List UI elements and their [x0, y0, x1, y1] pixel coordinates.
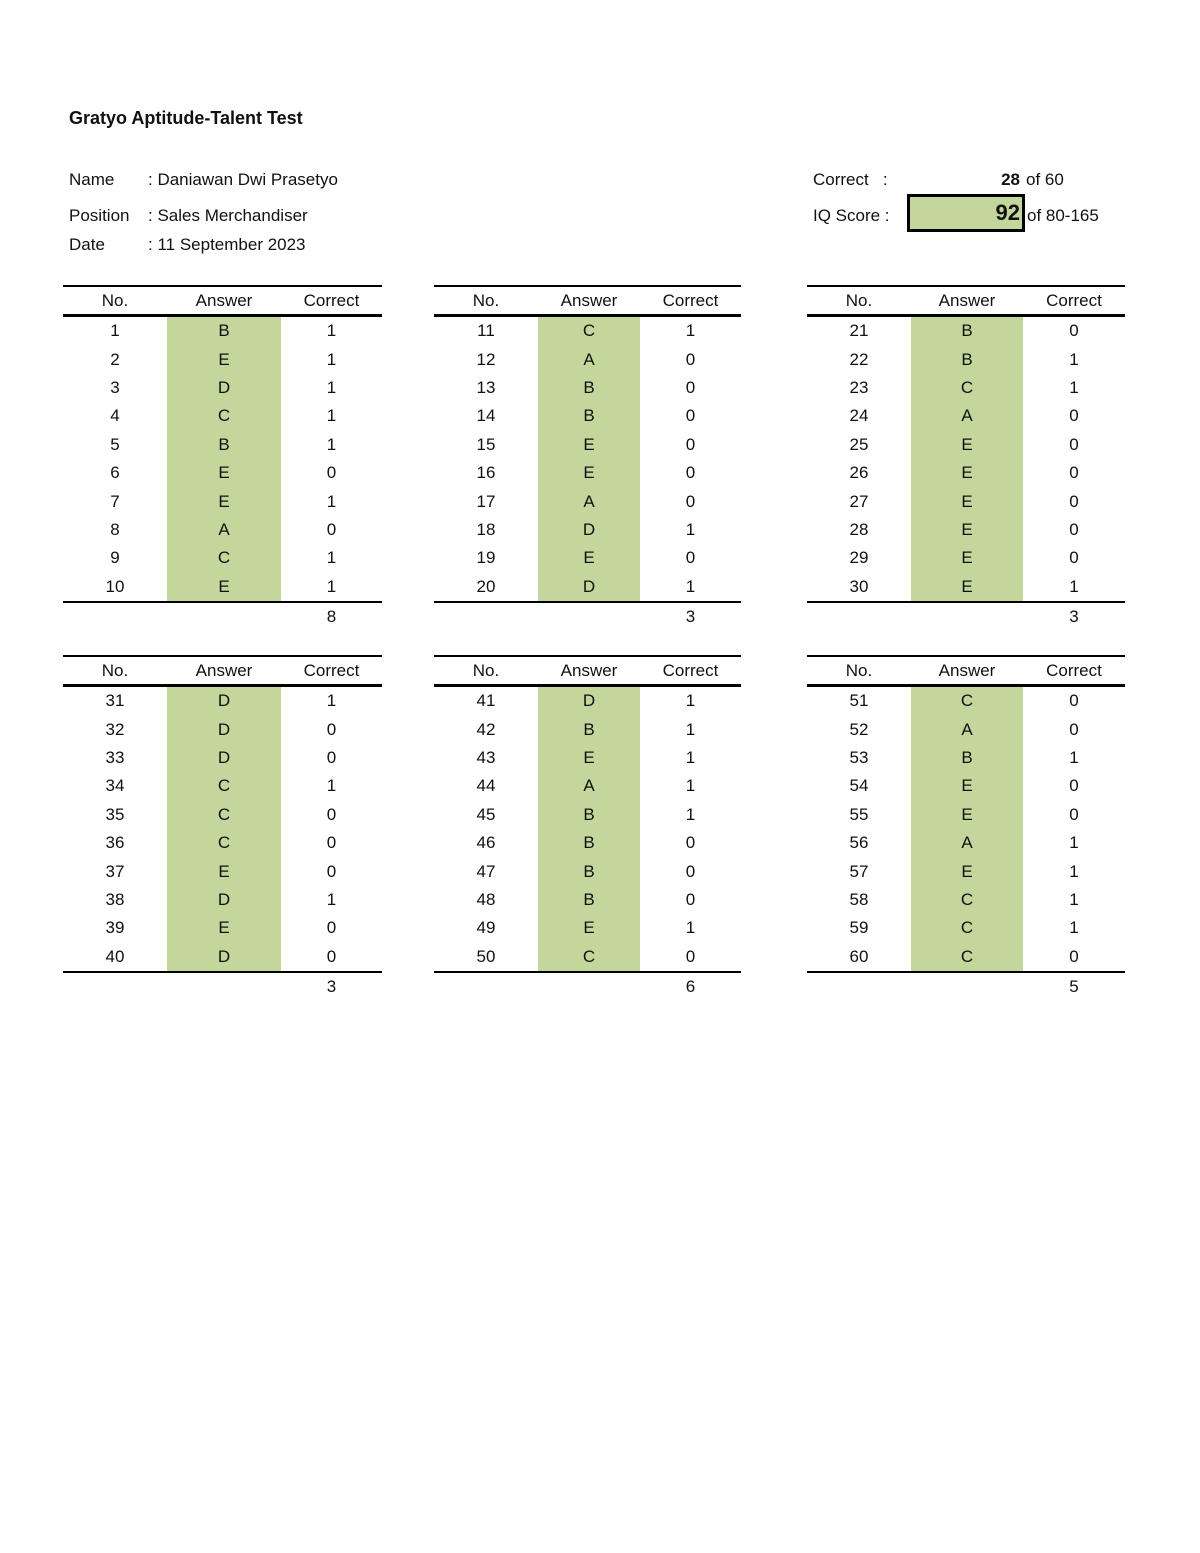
header-correct: Correct	[303, 290, 360, 310]
iq-score-label: IQ Score :	[813, 206, 890, 225]
answer-table	[434, 655, 741, 1001]
answer-cell: A	[911, 715, 1023, 743]
answer-cell: E	[911, 459, 1023, 487]
correct-cell: 0	[685, 434, 696, 454]
question-number: 28	[849, 519, 869, 539]
question-number: 59	[849, 918, 869, 938]
table-row	[807, 487, 1125, 515]
header-answer: Answer	[195, 290, 253, 310]
header-correct: Correct	[662, 660, 719, 680]
table-row	[807, 345, 1125, 373]
table-row	[807, 573, 1125, 602]
answer-cell: B	[911, 345, 1023, 373]
question-number: 56	[849, 833, 869, 853]
question-number: 23	[849, 377, 869, 397]
answer-cell: C	[167, 544, 281, 572]
correct-cell: 1	[326, 406, 337, 426]
correct-cell: 1	[326, 491, 337, 511]
table-row	[807, 772, 1125, 800]
table-row	[434, 487, 741, 515]
answer-cell: A	[911, 829, 1023, 857]
correct-cell: 1	[685, 691, 696, 711]
table-total: 6	[685, 976, 696, 996]
correct-cell: 0	[1069, 434, 1079, 454]
answer-cell: A	[538, 487, 640, 515]
name-value: : Daniawan Dwi Prasetyo	[148, 170, 338, 189]
correct-cell: 1	[685, 747, 696, 767]
table-row	[63, 914, 382, 942]
table-row	[63, 573, 382, 602]
correct-cell: 0	[685, 861, 696, 881]
correct-cell: 1	[326, 434, 337, 454]
answer-cell: E	[911, 431, 1023, 459]
correct-cell: 1	[685, 918, 696, 938]
question-number: 51	[849, 691, 869, 711]
correct-cell: 1	[1069, 833, 1079, 853]
answer-table	[63, 285, 382, 631]
iq-score-value: 92	[907, 194, 1025, 232]
answer-cell: D	[538, 573, 640, 602]
table-row	[807, 857, 1125, 885]
table-row	[807, 431, 1125, 459]
question-number: 27	[849, 491, 869, 511]
header-answer: Answer	[195, 660, 253, 680]
name-label: Name	[69, 170, 115, 189]
table-row	[434, 402, 741, 430]
question-number: 33	[105, 747, 125, 767]
table-row	[434, 374, 741, 402]
table-row	[807, 544, 1125, 572]
table-total: 3	[1069, 606, 1079, 626]
correct-cell: 1	[1069, 861, 1079, 881]
question-number: 36	[105, 833, 125, 853]
answer-cell: B	[167, 431, 281, 459]
answer-cell: E	[538, 914, 640, 942]
question-number: 9	[110, 548, 120, 568]
answer-cell: D	[538, 686, 640, 716]
correct-cell: 0	[1069, 719, 1079, 739]
answer-cell: E	[167, 857, 281, 885]
header-no: No.	[101, 290, 129, 310]
header-answer: Answer	[938, 290, 996, 310]
answer-cell: E	[538, 431, 640, 459]
correct-cell: 0	[326, 719, 337, 739]
table-row	[434, 943, 741, 972]
table-row	[434, 516, 741, 544]
answer-cell: C	[538, 943, 640, 972]
correct-cell: 1	[685, 519, 696, 539]
answer-cell: B	[911, 316, 1023, 346]
answer-cell: C	[911, 943, 1023, 972]
answer-cell: C	[911, 374, 1023, 402]
answer-cell: E	[167, 914, 281, 942]
question-number: 49	[476, 918, 496, 938]
table-row	[434, 544, 741, 572]
correct-label: Correct :	[813, 170, 888, 189]
table-row	[434, 459, 741, 487]
question-number: 48	[476, 889, 496, 909]
answer-table	[434, 285, 741, 631]
header-answer: Answer	[560, 290, 618, 310]
question-number: 11	[477, 321, 495, 341]
table-row	[807, 943, 1125, 972]
question-number: 45	[476, 804, 496, 824]
answer-cell: E	[167, 459, 281, 487]
correct-cell: 0	[1069, 548, 1079, 568]
table-row	[63, 487, 382, 515]
table-row	[434, 573, 741, 602]
correct-cell: 1	[326, 377, 337, 397]
table-row	[63, 772, 382, 800]
answer-cell: E	[911, 573, 1023, 602]
answer-cell: D	[167, 374, 281, 402]
correct-cell: 0	[685, 349, 696, 369]
question-number: 42	[476, 719, 496, 739]
question-number: 39	[105, 918, 125, 938]
question-number: 60	[849, 946, 869, 966]
table-row	[434, 801, 741, 829]
answer-cell: B	[538, 402, 640, 430]
correct-cell: 1	[685, 776, 696, 796]
question-number: 1	[110, 321, 120, 341]
question-number: 58	[849, 889, 869, 909]
correct-suffix: of 60	[1026, 170, 1064, 189]
correct-cell: 0	[685, 491, 696, 511]
table-row	[434, 686, 741, 716]
table-total: 8	[326, 606, 337, 626]
correct-cell: 1	[1069, 377, 1079, 397]
answer-cell: E	[538, 544, 640, 572]
table-row	[434, 886, 741, 914]
correct-cell: 0	[326, 804, 337, 824]
header-no: No.	[845, 660, 873, 680]
correct-cell: 1	[326, 321, 337, 341]
answer-cell: D	[167, 715, 281, 743]
answer-cell: C	[911, 886, 1023, 914]
question-number: 15	[476, 434, 496, 454]
correct-cell: 0	[685, 946, 696, 966]
table-total: 3	[685, 606, 696, 626]
correct-cell: 0	[685, 833, 696, 853]
correct-cell: 0	[685, 889, 696, 909]
table-row	[63, 886, 382, 914]
question-number: 8	[110, 519, 120, 539]
answer-cell: E	[911, 516, 1023, 544]
question-number: 20	[476, 576, 496, 596]
position-label: Position	[69, 206, 130, 225]
correct-cell: 0	[1069, 946, 1079, 966]
table-row	[63, 943, 382, 972]
answer-cell: A	[911, 402, 1023, 430]
question-number: 16	[476, 463, 496, 483]
table-row	[63, 857, 382, 885]
table-row	[63, 345, 382, 373]
correct-cell: 0	[685, 548, 696, 568]
answer-cell: E	[911, 857, 1023, 885]
table-row	[807, 829, 1125, 857]
question-number: 12	[476, 349, 496, 369]
question-number: 22	[849, 349, 869, 369]
header-correct: Correct	[662, 290, 719, 310]
question-number: 10	[105, 576, 125, 596]
header-correct: Correct	[303, 660, 360, 680]
table-row	[434, 914, 741, 942]
correct-cell: 1	[685, 804, 696, 824]
answer-cell: B	[538, 374, 640, 402]
table-row	[63, 374, 382, 402]
table-row	[807, 516, 1125, 544]
table-row	[807, 715, 1125, 743]
table-row	[807, 374, 1125, 402]
correct-cell: 0	[1069, 776, 1079, 796]
correct-cell: 1	[326, 691, 337, 711]
answer-cell: C	[167, 772, 281, 800]
correct-cell: 0	[1069, 321, 1079, 341]
answer-cell: E	[911, 487, 1023, 515]
answer-cell: C	[167, 402, 281, 430]
header-no: No.	[472, 660, 500, 680]
answer-cell: E	[538, 744, 640, 772]
table-row	[63, 316, 382, 346]
position-value: : Sales Merchandiser	[148, 206, 308, 225]
answer-cell: B	[538, 801, 640, 829]
answer-cell: B	[538, 886, 640, 914]
answer-cell: C	[911, 914, 1023, 942]
correct-cell: 1	[326, 776, 337, 796]
question-number: 50	[476, 946, 496, 966]
answer-cell: B	[538, 715, 640, 743]
question-number: 17	[476, 491, 496, 511]
correct-cell: 1	[1069, 747, 1079, 767]
table-total: 3	[326, 976, 337, 996]
page-title: Gratyo Aptitude-Talent Test	[69, 108, 303, 128]
answer-cell: E	[538, 459, 640, 487]
answer-cell: B	[538, 857, 640, 885]
answer-cell: E	[911, 801, 1023, 829]
correct-cell: 1	[1069, 918, 1079, 938]
table-row	[63, 516, 382, 544]
answer-cell: E	[911, 772, 1023, 800]
answer-cell: E	[167, 573, 281, 602]
question-number: 7	[110, 491, 120, 511]
table-row	[434, 857, 741, 885]
table-row	[63, 431, 382, 459]
correct-cell: 0	[326, 946, 337, 966]
header-correct: Correct	[1046, 660, 1102, 680]
answer-cell: A	[538, 772, 640, 800]
question-number: 32	[105, 719, 125, 739]
correct-cell: 0	[1069, 491, 1079, 511]
question-number: 52	[849, 719, 869, 739]
table-row	[807, 744, 1125, 772]
table-total: 5	[1069, 976, 1079, 996]
table-row	[434, 715, 741, 743]
question-number: 31	[105, 691, 125, 711]
answer-cell: C	[167, 801, 281, 829]
table-row	[63, 686, 382, 716]
table-row	[807, 686, 1125, 716]
question-number: 21	[849, 321, 869, 341]
correct-cell: 1	[685, 576, 696, 596]
correct-cell: 0	[1069, 406, 1079, 426]
answer-table	[63, 655, 382, 1001]
correct-cell: 0	[1069, 804, 1079, 824]
table-row	[434, 431, 741, 459]
correct-cell: 0	[326, 833, 337, 853]
question-number: 38	[105, 889, 125, 909]
correct-cell: 1	[326, 548, 337, 568]
correct-cell: 0	[326, 861, 337, 881]
answer-cell: B	[167, 316, 281, 346]
answer-cell: D	[167, 744, 281, 772]
answer-table	[807, 285, 1125, 631]
correct-cell: 0	[326, 747, 337, 767]
question-number: 5	[110, 434, 120, 454]
question-number: 18	[476, 519, 496, 539]
question-number: 19	[476, 548, 496, 568]
question-number: 57	[849, 861, 869, 881]
table-row	[807, 801, 1125, 829]
answer-cell: A	[538, 345, 640, 373]
answer-cell: D	[167, 943, 281, 972]
correct-cell: 0	[326, 918, 337, 938]
answer-cell: D	[167, 686, 281, 716]
answer-cell: B	[911, 744, 1023, 772]
question-number: 47	[476, 861, 496, 881]
table-row	[434, 345, 741, 373]
header-answer: Answer	[938, 660, 996, 680]
table-row	[63, 829, 382, 857]
question-number: 54	[849, 776, 869, 796]
table-row	[63, 715, 382, 743]
question-number: 44	[476, 776, 496, 796]
answer-cell: E	[167, 487, 281, 515]
table-row	[807, 886, 1125, 914]
correct-cell: 0	[1069, 519, 1079, 539]
table-row	[63, 544, 382, 572]
table-row	[63, 402, 382, 430]
correct-cell: 0	[685, 463, 696, 483]
answer-cell: E	[167, 345, 281, 373]
answer-cell: D	[167, 886, 281, 914]
correct-cell: 0	[685, 377, 696, 397]
correct-cell: 0	[326, 519, 337, 539]
correct-value: 28	[1001, 170, 1020, 189]
header-no: No.	[101, 660, 129, 680]
question-number: 6	[110, 463, 120, 483]
table-row	[807, 316, 1125, 346]
question-number: 3	[110, 377, 120, 397]
correct-cell: 0	[1069, 691, 1079, 711]
header-no: No.	[845, 290, 873, 310]
question-number: 35	[105, 804, 125, 824]
question-number: 37	[105, 861, 125, 881]
correct-cell: 1	[326, 889, 337, 909]
question-number: 2	[110, 349, 120, 369]
answer-cell: C	[538, 316, 640, 346]
date-value: : 11 September 2023	[148, 235, 306, 254]
question-number: 14	[476, 406, 496, 426]
answer-cell: D	[538, 516, 640, 544]
answer-cell: C	[167, 829, 281, 857]
correct-cell: 0	[1069, 463, 1079, 483]
correct-cell: 1	[1069, 349, 1079, 369]
correct-cell: 1	[1069, 889, 1079, 909]
header-correct: Correct	[1046, 290, 1102, 310]
answer-cell: B	[538, 829, 640, 857]
table-row	[63, 744, 382, 772]
table-row	[807, 914, 1125, 942]
table-row	[434, 829, 741, 857]
question-number: 4	[110, 406, 120, 426]
correct-cell: 1	[1069, 576, 1079, 596]
correct-cell: 1	[685, 321, 696, 341]
question-number: 26	[849, 463, 869, 483]
correct-cell: 0	[326, 463, 337, 483]
question-number: 43	[476, 747, 496, 767]
table-row	[807, 402, 1125, 430]
table-row	[63, 801, 382, 829]
answer-cell: A	[167, 516, 281, 544]
question-number: 41	[476, 691, 496, 711]
question-number: 53	[849, 747, 869, 767]
question-number: 46	[476, 833, 496, 853]
question-number: 40	[105, 946, 125, 966]
question-number: 55	[849, 804, 869, 824]
table-row	[434, 316, 741, 346]
question-number: 29	[849, 548, 869, 568]
correct-cell: 0	[685, 406, 696, 426]
question-number: 34	[105, 776, 125, 796]
correct-cell: 1	[326, 349, 337, 369]
date-label: Date	[69, 235, 105, 254]
iq-score-suffix: of 80-165	[1027, 206, 1099, 225]
answer-cell: C	[911, 686, 1023, 716]
correct-cell: 1	[685, 719, 696, 739]
table-row	[63, 459, 382, 487]
question-number: 24	[849, 406, 869, 426]
table-row	[434, 744, 741, 772]
table-row	[807, 459, 1125, 487]
question-number: 25	[849, 434, 869, 454]
header-answer: Answer	[560, 660, 618, 680]
question-number: 30	[849, 576, 869, 596]
correct-cell: 1	[326, 576, 337, 596]
answer-table	[807, 655, 1125, 1001]
header-no: No.	[472, 290, 500, 310]
answer-cell: E	[911, 544, 1023, 572]
table-row	[434, 772, 741, 800]
question-number: 13	[476, 377, 496, 397]
